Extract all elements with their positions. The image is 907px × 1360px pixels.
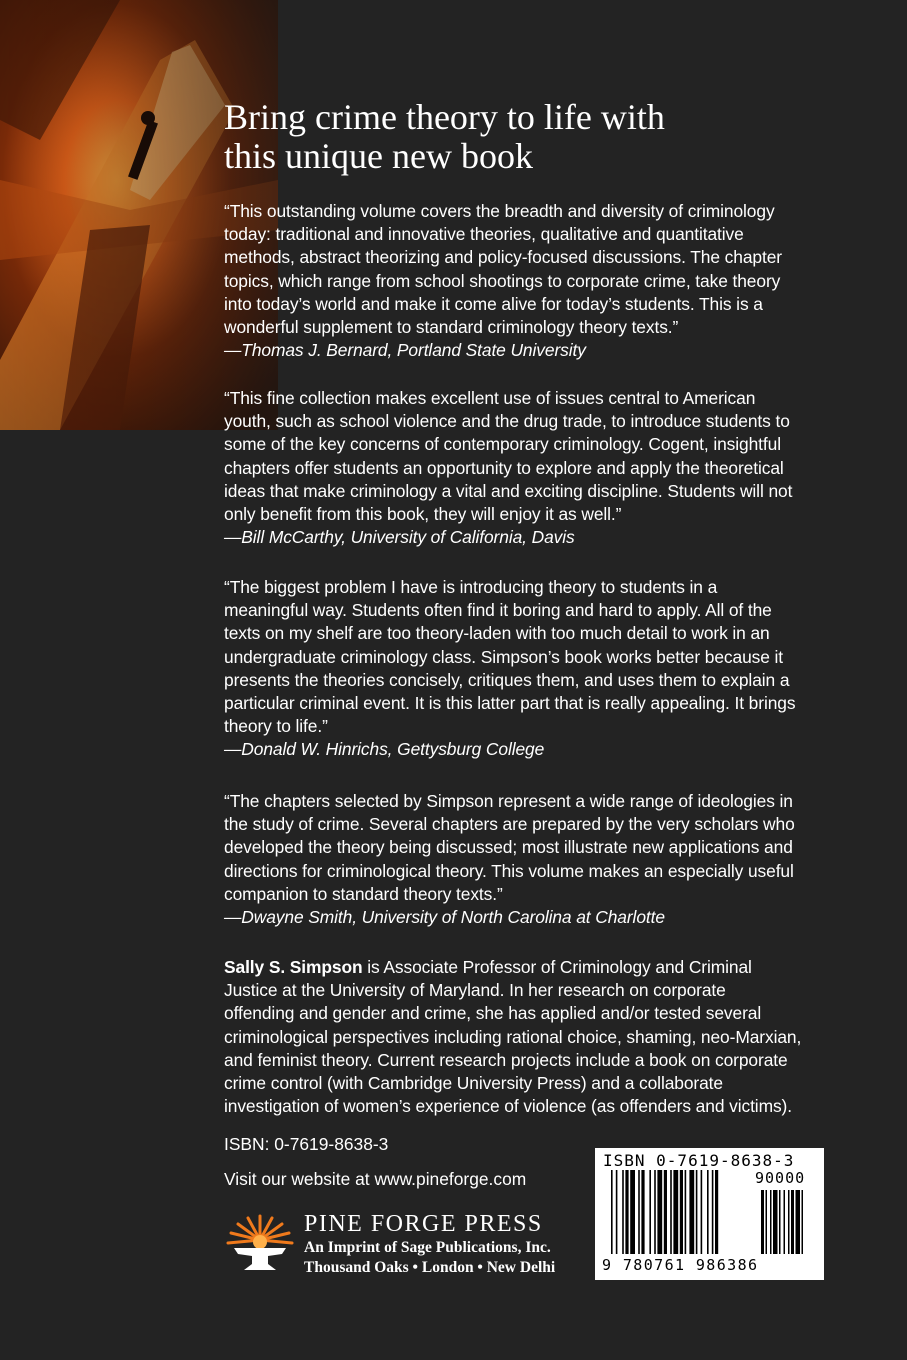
publisher-name: PINE FORGE PRESS [304,1211,543,1237]
quote-attribution: —Bill McCarthy, University of California, Davis [224,527,575,548]
quote-line: into today’s world and make it come alive for today’s students. This is a [224,293,763,314]
quote-line: developed the theory being discussed; most illustrate new applications and [224,837,793,858]
quote-line: companion to standard theory texts.” [224,883,503,904]
quote-line: “This outstanding volume covers the breadth and diversity of criminology [224,201,775,221]
bio-line: criminological perspectives including rational choice, shaming, neo-Marxian, [224,1026,802,1047]
bio-line: Justice at the University of Maryland. In her research on corporate [224,980,726,1001]
quote-line: “The chapters selected by Simpson represent a wide range of ideologies in [224,791,793,811]
review-quote-2 [224,387,824,549]
quote-line: presents the theories concisely, critiques them, and uses them to explain a [224,669,790,690]
publisher-locations: Thousand Oaks • London • New Delhi [304,1259,556,1276]
quote-line: theory to life.” [224,716,328,737]
quote-line: methods, abstract theorizing and policy-focused discussions. The chapter [224,247,782,268]
quote-line: topics, which range from school shootings to corporate crime, take theory [224,270,781,291]
bio-line: investigation of women’s experience of violence (as offenders and victims). [224,1096,792,1117]
publisher-imprint: An Imprint of Sage Publications, Inc. [304,1239,551,1256]
quote-line: particular criminal event. It is this latter part that is really appealing. It brings [224,693,796,714]
quote-attribution: —Dwayne Smith, University of North Carolina at Charlotte [224,907,665,928]
review-quote-3 [224,576,824,762]
review-quote-4 [224,790,824,929]
author-bio [224,956,824,1118]
bio-line: and feminist theory. Current research projects include a book on corporate [224,1049,788,1070]
quote-line: directions for criminological theory. This volume makes an especially useful [224,860,794,881]
quote-line: the study of crime. Several chapters are prepared by the very scholars who [224,814,795,835]
publisher-block [224,1210,594,1280]
barcode-bars [611,1170,816,1258]
bio-line: is Associate Professor of Criminology and Criminal [362,957,752,977]
barcode-isbn: ISBN 0-7619-8638-3 [603,1151,795,1170]
headline-line-1: Bring crime theory to life with [224,97,665,137]
review-quote-1 [224,200,824,362]
quote-line: youth, such as school violence and the drug trade, to introduce students to [224,411,790,432]
bio-line: offending and gender and crime, she has applied and/or tested several [224,1003,762,1024]
headline-line-2: this unique new book [224,136,533,176]
sunburst-anvil-logo-icon [224,1212,296,1276]
headline [224,98,864,176]
quote-attribution: —Thomas J. Bernard, Portland State University [224,340,586,361]
isbn-text: ISBN: 0-7619-8638-3 [224,1134,389,1154]
quote-line: texts on my shelf are too theory-laden with too much detail to work in an [224,623,770,644]
quote-line: chapters offer students an opportunity to explore and apply the theoretical [224,457,784,478]
quote-line: undergraduate criminology class. Simpson’s book works better because it [224,646,784,667]
quote-line: “This fine collection makes excellent use of issues central to American [224,388,756,408]
quote-attribution: —Donald W. Hinrichs, Gettysburg College [224,739,545,760]
barcode-digits: 9 780761 986386 [602,1256,759,1274]
barcode-addon: 90000 [755,1169,806,1187]
quote-line: wonderful supplement to standard criminology theory texts.” [224,317,679,338]
author-name: Sally S. Simpson [224,957,363,977]
quote-line: today: traditional and innovative theories, qualitative and quantitative [224,224,744,245]
quote-line: meaningful way. Students often find it boring and hard to apply. All of the [224,600,772,621]
website-text: Visit our website at www.pineforge.com [224,1169,527,1189]
quote-line: only benefit from this book, they will enjoy it as well.” [224,504,622,525]
quote-line: ideas that make criminology a vital and exciting discipline. Students will not [224,480,793,501]
bio-line: crime control (with Cambridge University Press) and a collaborate [224,1073,723,1094]
quote-line: some of the key concerns of contemporary criminology. Cogent, insightful [224,434,781,455]
quote-line: “The biggest problem I have is introducing theory to students in a [224,577,718,597]
barcode-label [595,1148,824,1280]
